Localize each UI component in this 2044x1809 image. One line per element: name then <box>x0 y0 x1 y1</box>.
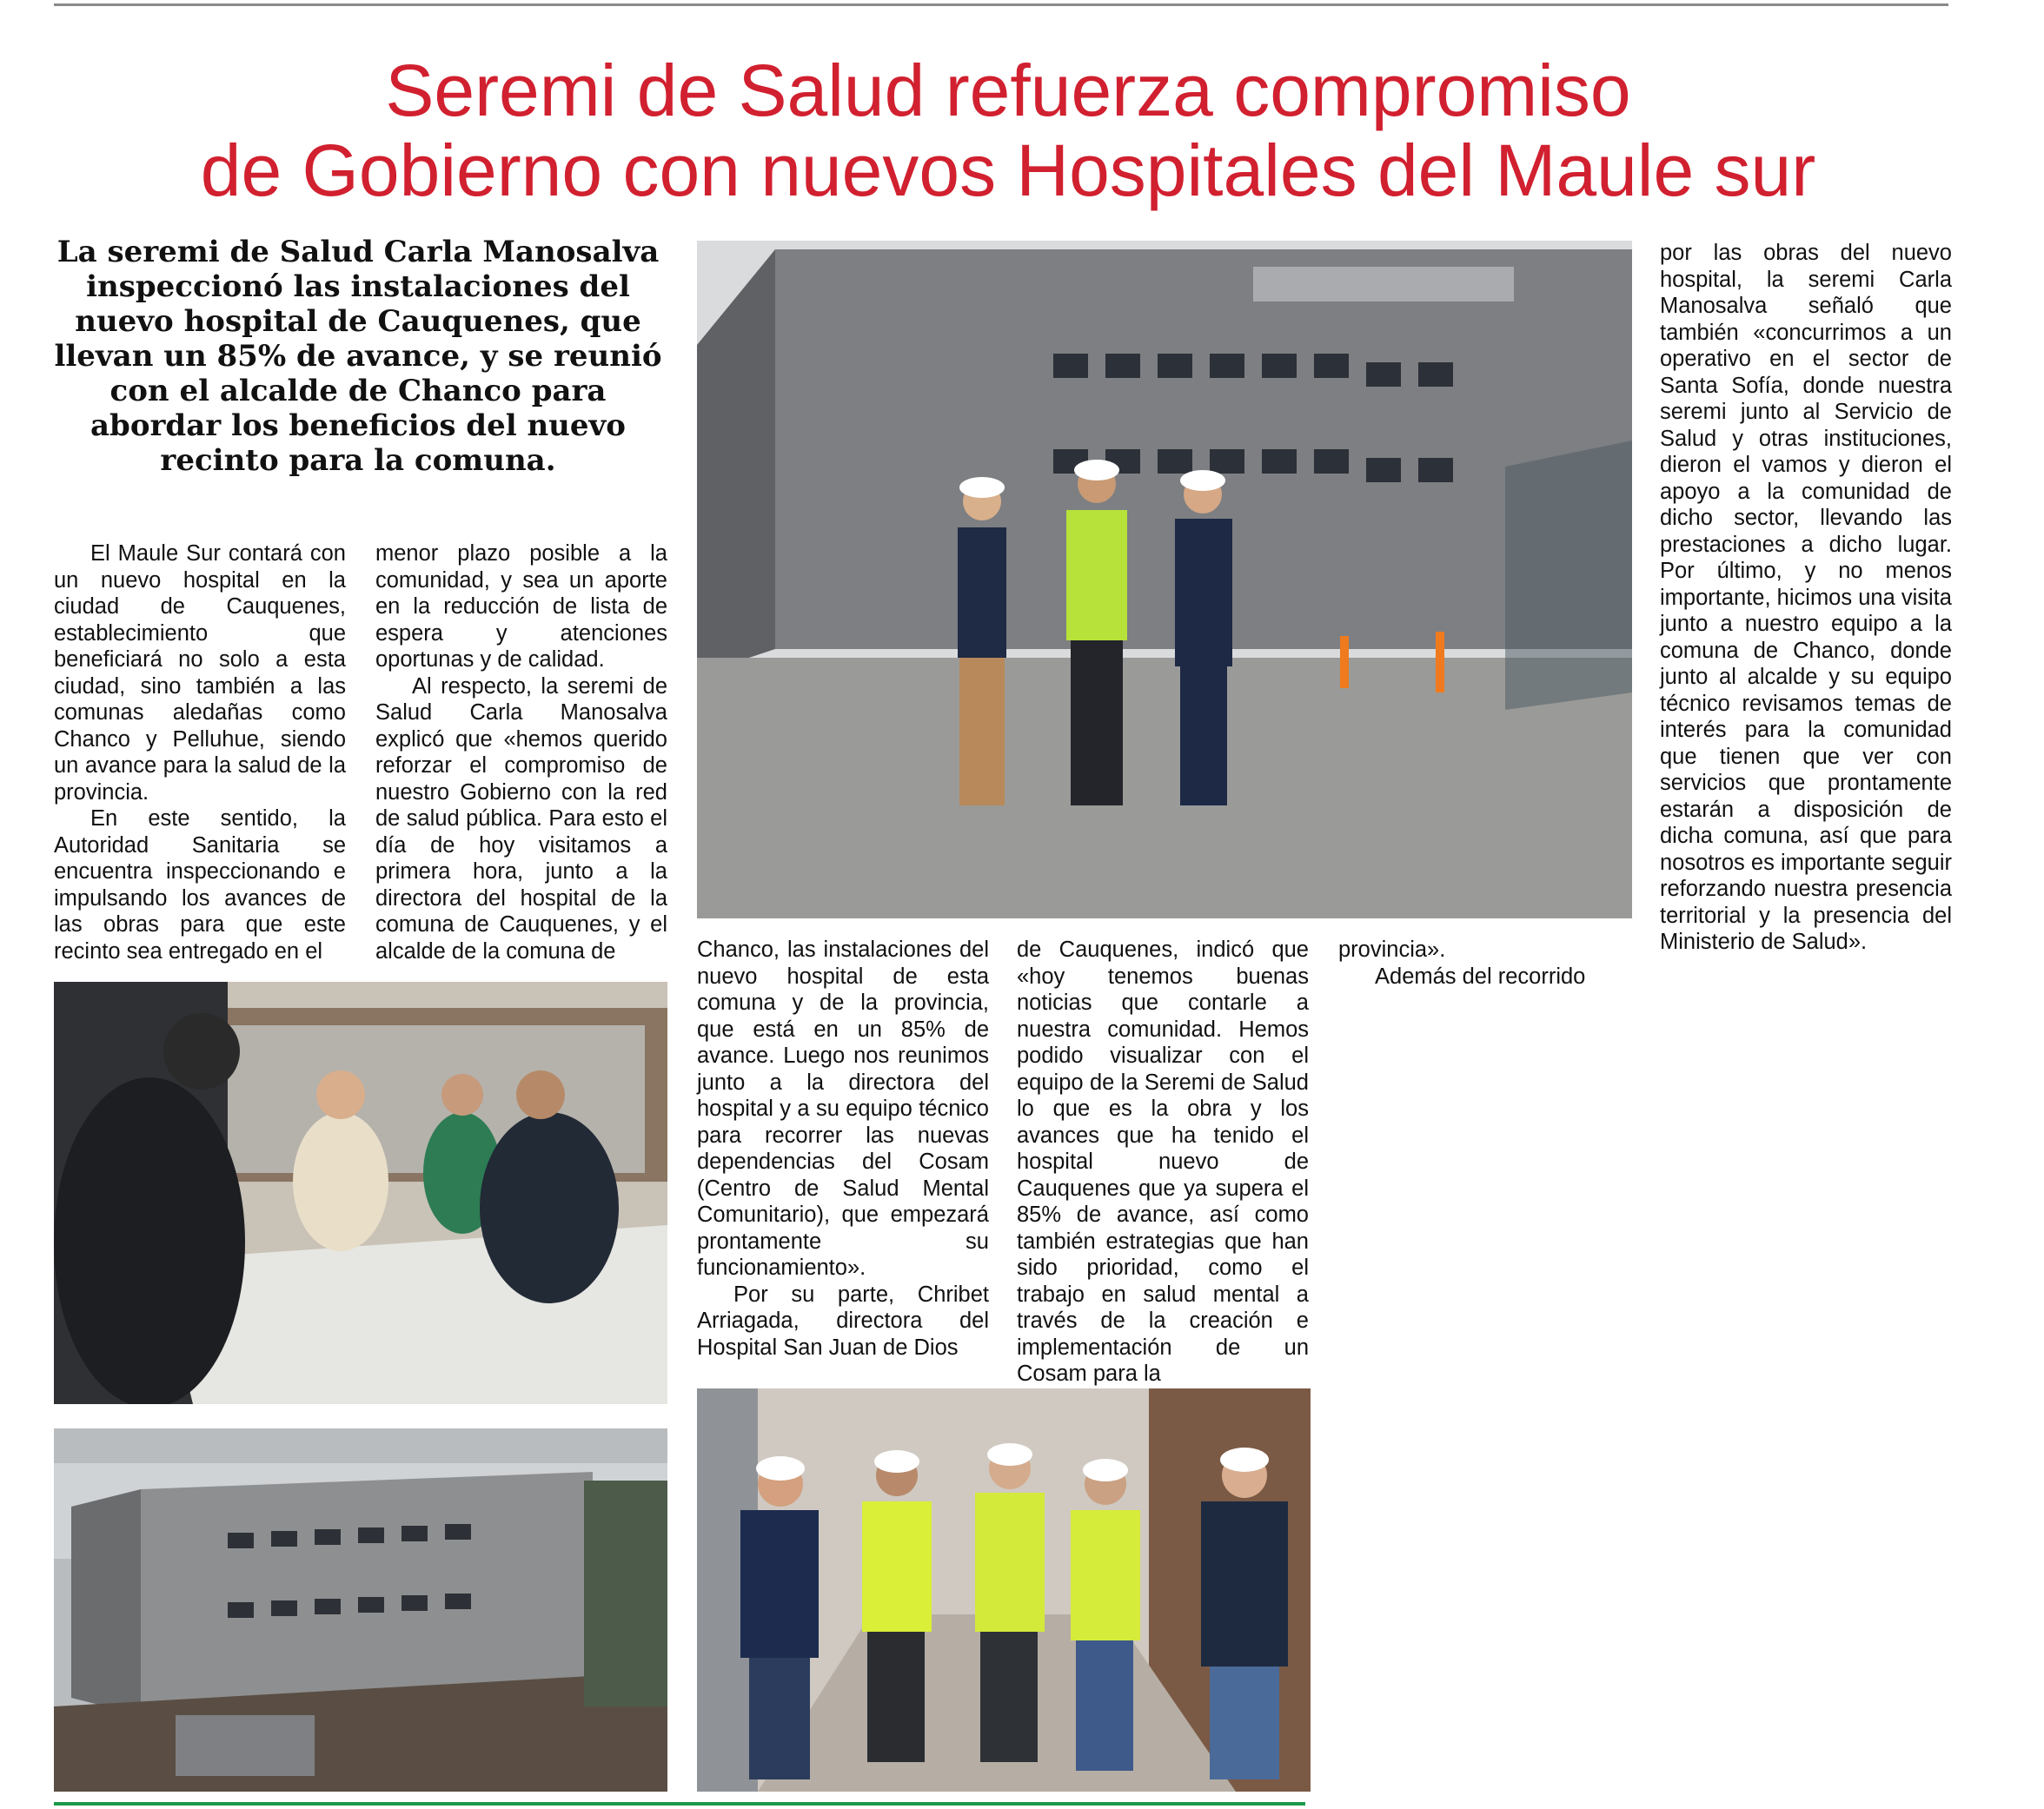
column-6 <box>1660 240 1952 956</box>
paragraph: Por su parte, Chribet Arriagada, directora del Hospital San Juan de Dios <box>697 1282 989 1360</box>
paragraph: En este sentido, la Autoridad Sanitaria se encuentra inspeccionando e impulsando los avances de las obras para que este recinto sea entregado en el <box>54 806 346 964</box>
photo-hospital-group <box>697 241 1632 918</box>
headline-line-1: Seremi de Salud refuerza compromiso <box>385 50 1631 131</box>
paragraph: de Cauquenes, indicó que «hoy tenemos buenas noticias que contarle a nuestra comunidad. Hemos podido visualizar con el equipo de la Seremi de Salud lo que es la obra y los avances que ha tenido el hospital nuevo de Cauquenes que ya supera el 85% de avance, así como también estrategias que han sido prioridad, como el trabajo en salud mental a través de la creación e implementación de un Cosam para la <box>1017 938 1309 1386</box>
paragraph: por las obras del nuevo hospital, la seremi Carla Manosalva señaló que también «concurrimos a un operativo en el sector de Santa Sofía, donde nuestra seremi junto al Servicio de Salud y otras instituciones, dieron el vamos y dieron el apoyo a la comunidad de dicho sector, llevando las prestaciones a dicho lugar. Por último, y no menos importante, hicimos una visita junto a nuestro equipo a la comuna de Chanco, donde junto al alcalde y su equipo técnico revisamos temas de interés para la comunidad que tienen que ver con servicios que prontamente estarán a disposición de dicha comuna, así que para nosotros es importante seguir reforzando nuestra presencia territorial y la presencia del Ministerio de Salud». <box>1660 241 1952 954</box>
top-rule <box>54 3 1948 6</box>
paragraph: Al respecto, la seremi de Salud Carla Manosalva explicó que «hemos querido reforzar el compromiso de nuestro Gobierno con la red de salud pública. Para esto el día de hoy visitamos a primera hora, junto a la directora del hospital de la comuna de Cauquenes, y el alcalde de la comuna de <box>375 673 667 964</box>
paragraph: menor plazo posible a la comunidad, y sea un aporte en la reducción de lista de espera y atenciones oportunas y de calidad. <box>375 541 667 672</box>
column-4 <box>1017 937 1309 1388</box>
paragraph: El Maule Sur contará con un nuevo hospital en la ciudad de Cauquenes, establecimiento que beneficiará no solo a esta ciudad, sino también a las comunas aledañas como Chanco y Pelluhue, siendo un avance para la salud de la provincia. <box>54 541 346 805</box>
headline-line-2: de Gobierno con nuevos Hospitales del Maule sur <box>200 129 1816 211</box>
photo-meeting-plans <box>54 982 667 1404</box>
headline <box>35 50 1981 210</box>
photo-group-walking <box>697 1388 1311 1792</box>
paragraph: Chanco, las instalaciones del nuevo hospital de esta comuna y de la provincia, que está en un 85% de avance. Luego nos reunimos junto a la directora del hospital y a su equipo técnico para recorrer las nuevas dependencias del Cosam (Centro de Salud Mental Comunitario), que empezará prontamente su funcionamiento». <box>697 938 989 1280</box>
photo-aerial-hospital <box>54 1428 667 1792</box>
column-2 <box>375 540 667 964</box>
paragraph: Además del recorrido <box>1375 964 1586 989</box>
column-3 <box>697 937 989 1361</box>
column-5 <box>1338 937 1630 990</box>
paragraph: provincia». <box>1338 938 1446 962</box>
column-1 <box>54 540 346 964</box>
deck-summary: La seremi de Salud Carla Manosalva inspeccionó las instalaciones del nuevo hospital de Cauquenes, que llevan un 85% de avance, y se reunió con el alcalde de Chanco para abordar los beneficios del nuevo recinto para la comuna. <box>54 235 662 478</box>
bottom-rule <box>54 1802 1305 1806</box>
